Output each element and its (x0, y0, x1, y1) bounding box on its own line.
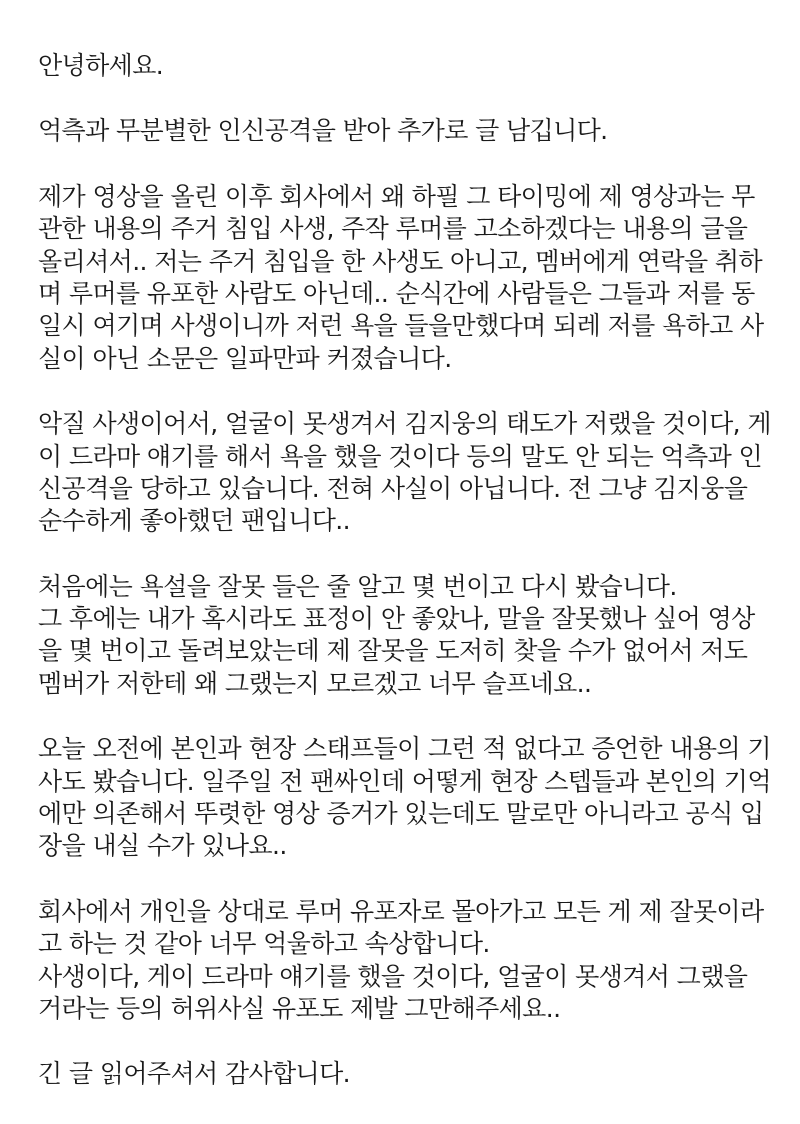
text-line: 사생이다, 게이 드라마 얘기를 했을 것이다, 얼굴이 못생겨서 그랬을 (38, 961, 748, 991)
paragraph-company-post (38, 181, 778, 375)
text-line: 거라는 등의 허위사실 유포도 제발 그만해주세요.. (38, 993, 561, 1023)
text-line: 그 후에는 내가 혹시라도 표정이 안 좋았나, 말을 잘못했나 싶어 영상 (38, 604, 755, 634)
text-line: 멤버가 저한테 왜 그랬는지 모르겠고 너무 슬프네요.. (38, 668, 592, 698)
paragraph-intro (38, 115, 778, 147)
text-line: 순수하게 좋아했던 팬입니다.. (38, 506, 350, 536)
text-line: 안녕하세요. (38, 51, 164, 80)
text-line: 사도 봤습니다. 일주일 전 팬싸인데 어떻게 현장 스텝들과 본인의 기억 (38, 766, 771, 796)
text-line: 장을 내실 수가 있나요.. (38, 831, 287, 861)
text-line: 며 루머를 유포한 사람도 아닌데.. 순식간에 사람들은 그들과 저를 동 (38, 278, 755, 308)
text-line: 올리셔서.. 저는 주거 침입을 한 사생도 아니고, 멤버에게 연락을 취하 (38, 246, 763, 276)
text-line: 오늘 오전에 본인과 현장 스태프들이 그런 적 없다고 증언한 내용의 기 (38, 734, 771, 764)
text-line: 고 하는 것 같아 너무 억울하고 속상합니다. (38, 929, 490, 959)
paragraph-article (38, 733, 778, 863)
text-line: 실이 아닌 소문은 일파만파 커졌습니다. (38, 343, 452, 373)
text-line: 제가 영상을 올린 이후 회사에서 왜 하필 그 타이밍에 제 영상과는 무 (38, 181, 755, 211)
text-line: 긴 글 읽어주셔서 감사합니다. (38, 1059, 350, 1089)
paragraph-greeting (38, 50, 778, 82)
text-line: 악질 사생이어서, 얼굴이 못생겨서 김지웅의 태도가 저랬을 것이다, 게 (38, 409, 771, 439)
text-line: 신공격을 당하고 있습니다. 전혀 사실이 아닙니다. 전 그냥 김지웅을 (38, 473, 748, 503)
text-line: 을 몇 번이고 돌려보았는데 제 잘못을 도저히 찾을 수가 없어서 저도 (38, 636, 748, 666)
text-line: 처음에는 욕설을 잘못 들은 줄 알고 몇 번이고 다시 봤습니다. (38, 571, 677, 601)
text-line: 에만 의존해서 뚜렷한 영상 증거가 있는데도 말로만 아니라고 공식 입 (38, 799, 764, 829)
document-body (38, 50, 778, 1124)
paragraph-attacks (38, 408, 778, 538)
text-line: 억측과 무분별한 인신공격을 받아 추가로 글 남깁니다. (38, 116, 608, 146)
paragraph-closing (38, 1058, 778, 1090)
text-line: 관한 내용의 주거 침입 사생, 주작 루머를 고소하겠다는 내용의 글을 (38, 214, 748, 244)
paragraph-rewatch (38, 571, 778, 701)
text-line: 일시 여기며 사생이니까 저런 욕을 들을만했다며 되레 저를 욕하고 사 (38, 311, 764, 341)
paragraph-request (38, 896, 778, 1026)
text-line: 회사에서 개인을 상대로 루머 유포자로 몰아가고 모든 게 제 잘못이라 (38, 896, 764, 926)
text-line: 이 드라마 얘기를 해서 욕을 했을 것이다 등의 말도 안 되는 억측과 인 (38, 441, 763, 471)
